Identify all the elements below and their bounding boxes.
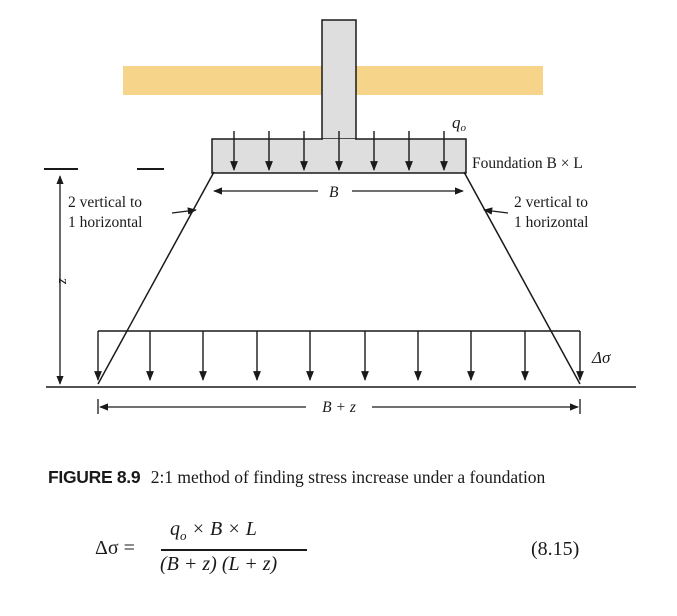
equation-number: (8.15) <box>531 538 580 560</box>
figure-caption-label: FIGURE 8.9 <box>48 467 141 487</box>
figure-caption <box>48 467 545 488</box>
stress-distribution-block <box>98 331 580 380</box>
equation-fraction-bar <box>161 549 307 551</box>
foundation-column <box>322 20 356 142</box>
depth-label: z <box>54 278 70 284</box>
slope-label-left-line1: 2 vertical to <box>68 194 143 211</box>
foundation-label: Foundation B × L <box>472 155 583 172</box>
slope-label-right-line1: 2 vertical to <box>514 194 589 211</box>
width-label: B <box>329 184 339 201</box>
figure-caption-text: 2:1 method of finding stress increase under a foundation <box>150 467 546 487</box>
slope-pointer-right <box>484 210 508 213</box>
equation-numerator: $q_o \times B \times L$ <box>170 518 257 543</box>
equation-denominator: (B + z) (L + z) <box>160 553 278 575</box>
slope-label-left-line2: 1 horizontal <box>68 214 143 231</box>
stress-increase-label: Δσ <box>592 348 611 367</box>
slope-label-right-line2: 1 horizontal <box>514 214 589 231</box>
load-label: qo <box>452 113 466 134</box>
bottom-width-label: B + z <box>322 399 356 416</box>
equation-lhs: Δσ = <box>95 537 135 559</box>
